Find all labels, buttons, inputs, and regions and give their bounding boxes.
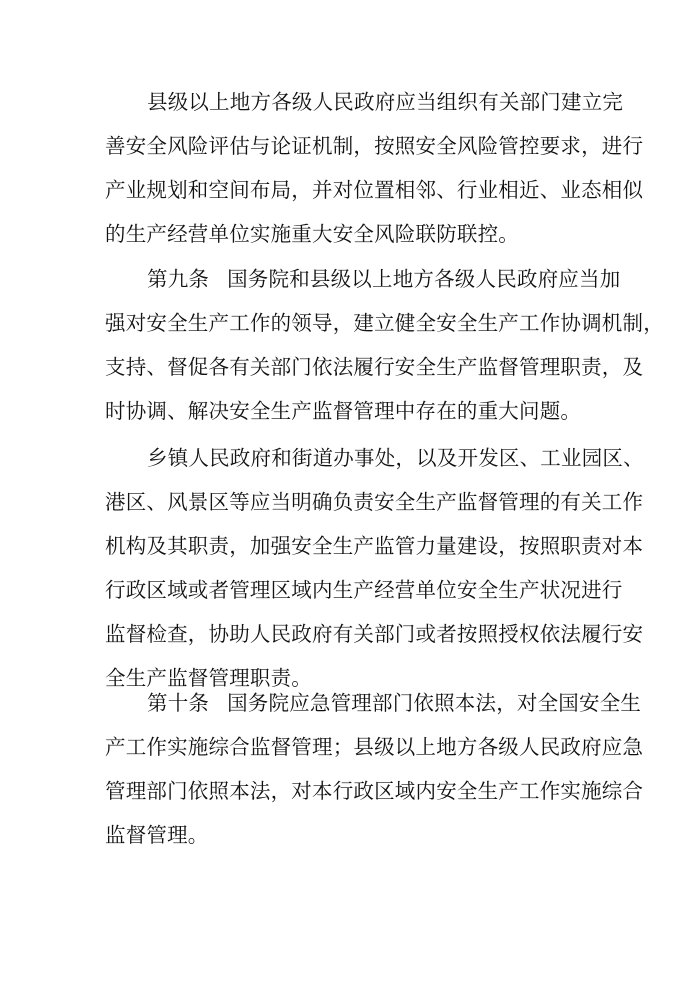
paragraph-line: 全生产监督管理职责。 (105, 666, 312, 690)
article-number: 第十条 (147, 691, 210, 715)
paragraph-line: 产业规划和空间布局，并对位置相邻、行业相近、业态相似 (105, 178, 644, 202)
paragraph-line: 善安全风险评估与论证机制，按照安全风险管控要求，进行 (105, 134, 644, 158)
paragraph-line: 的生产经营单位实施重大安全风险联防联控。 (105, 222, 519, 246)
paragraph-line: 产工作实施综合监督管理；县级以上地方各级人民政府应急 (105, 735, 644, 759)
article-number: 第九条 (147, 267, 210, 291)
paragraph-line: 支持、督促各有关部门依法履行安全生产监督管理职责，及 (105, 355, 644, 379)
paragraph-line: 乡镇人民政府和街道办事处，以及开发区、工业园区、 (147, 446, 644, 470)
paragraph-township-duties (105, 436, 644, 700)
paragraph-line: 管理部门依照本法，对本行政区域内安全生产工作实施综合 (105, 779, 644, 803)
article-first-line (105, 681, 642, 725)
paragraph-line: 机构及其职责，加强安全生产监管力量建设，按照职责对本 (105, 534, 644, 558)
paragraph-line: 监督管理。 (105, 823, 209, 847)
article-first-line (105, 257, 621, 301)
paragraph-line: 港区、风景区等应当明确负责安全生产监督管理的有关工作 (105, 490, 644, 514)
paragraph-line: 监督检查，协助人民政府有关部门或者按照授权依法履行安 (105, 622, 644, 646)
paragraph-line: 行政区域或者管理区域内生产经营单位安全生产状况进行 (105, 578, 623, 602)
paragraph-line-text: 国务院应急管理部门依照本法，对全国安全生 (227, 691, 642, 715)
paragraph-article-9 (105, 257, 664, 433)
paragraph-line: 强对安全生产工作的领导，建立健全安全生产工作协调机制， (105, 311, 664, 335)
paragraph-line-text: 国务院和县级以上地方各级人民政府应当加 (227, 267, 621, 291)
paragraph-line: 时协调、解决安全生产监督管理中存在的重大问题。 (105, 399, 582, 423)
paragraph-line: 县级以上地方各级人民政府应当组织有关部门建立完 (147, 90, 624, 114)
paragraph-risk-prevention (105, 80, 644, 256)
paragraph-article-10 (105, 681, 644, 857)
